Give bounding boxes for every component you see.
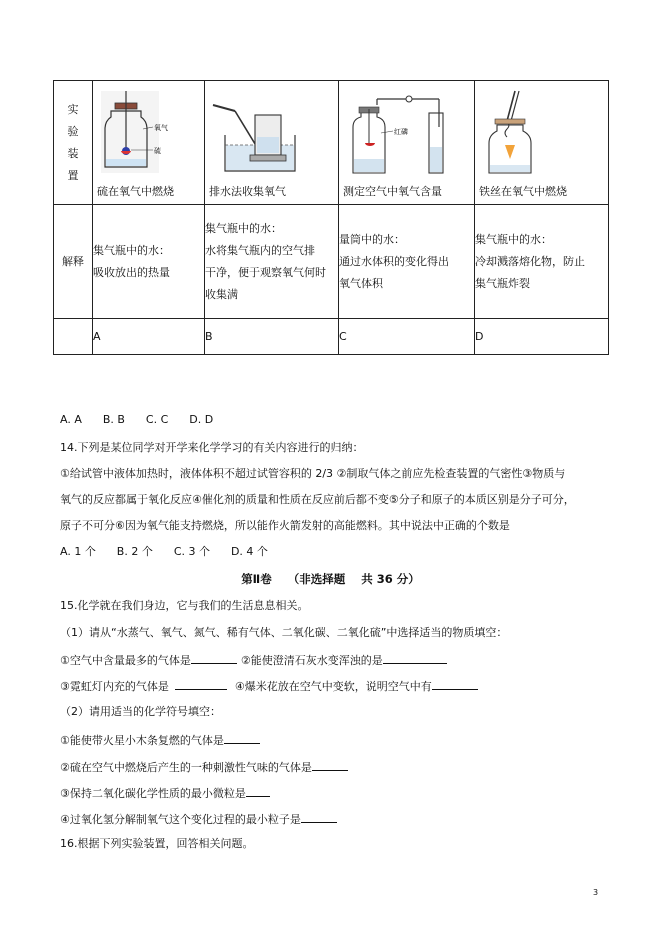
letter-b: B	[205, 319, 339, 355]
answer-blank[interactable]	[301, 811, 337, 823]
q15-part1: （1）请从“水蒸气、氧气、氮气、稀有气体、二氧化碳、二氧化硫”中选择适当的物质填空：	[60, 626, 508, 639]
q15-part2-row3: ③保持二氧化碳化学性质的最小微粒是	[60, 785, 270, 801]
q14-line-1: ①给试管中液体加热时，液体体积不超过试管容积的 2/3 ②制取气体之前应先检查装置的气密性③物质与	[60, 467, 566, 480]
explanation-row	[54, 205, 609, 319]
explanation-a: 集气瓶中的水： 吸收放出的热量	[93, 205, 205, 319]
svg-text:红磷: 红磷	[394, 127, 408, 136]
caption-c: 测定空气中氧气含量	[343, 184, 442, 198]
q15-part1-row1: ①空气中含量最多的气体是 ②能使澄清石灰水变浑浊的是	[60, 652, 447, 668]
caption-a: 硫在氧气中燃烧	[97, 184, 174, 198]
svg-text:氧气: 氧气	[154, 123, 168, 132]
answer-blank[interactable]	[312, 759, 348, 771]
q13-options: A. A B. B C. C D. D	[60, 413, 214, 426]
q14-stem: 14.下列是某位同学对开学来化学学习的有关内容进行的归纳：	[60, 441, 364, 454]
caption-b: 排水法收集氧气	[209, 184, 286, 198]
answer-blank[interactable]	[224, 732, 260, 744]
apparatus-row	[54, 81, 609, 205]
answer-blank[interactable]	[432, 678, 478, 690]
row-label-explanation: 解释	[54, 205, 93, 319]
answer-blank[interactable]	[191, 652, 237, 664]
letter-c: C	[339, 319, 475, 355]
svg-text:硫: 硫	[154, 146, 161, 155]
q16-stem: 16.根据下列实验装置，回答相关问题。	[60, 837, 254, 850]
answer-blank[interactable]	[383, 652, 447, 664]
sulfur-burning-image	[93, 87, 203, 183]
apparatus-cell-d	[475, 81, 609, 205]
oxygen-content-measurement-image	[339, 87, 473, 183]
letter-d: D	[475, 319, 609, 355]
page-number: 3	[593, 888, 599, 897]
answer-blank[interactable]	[246, 785, 270, 797]
q15-part2-row4: ④过氧化氢分解制氧气这个变化过程的最小粒子是	[60, 811, 337, 827]
experiment-table	[53, 80, 609, 355]
letter-row	[54, 319, 609, 355]
q15-part2-row2: ②硫在空气中燃烧后产生的一种刺激性气味的气体是	[60, 759, 348, 775]
explanation-b: 集气瓶中的水： 水将集气瓶内的空气排 干净，便于观察氧气何时 收集满	[205, 205, 339, 319]
water-displacement-image	[205, 87, 337, 183]
letter-a: A	[93, 319, 205, 355]
q15-part2: （2）请用适当的化学符号填空：	[60, 705, 221, 718]
q15-part2-row1: ①能使带火星小木条复燃的气体是	[60, 732, 260, 748]
answer-blank[interactable]	[175, 678, 227, 690]
q14-line-3: 原子不可分⑥因为氧气能支持燃烧，所以能作火箭发射的高能燃料。其中说法中正确的个数是	[60, 519, 510, 532]
q14-line-2: 氧气的反应都属于氧化反应④催化剂的质量和性质在反应前后都不变⑤分子和原子的本质区别是分子可分，	[60, 493, 575, 506]
caption-d: 铁丝在氧气中燃烧	[479, 184, 567, 198]
iron-wire-burning-image	[475, 87, 607, 183]
explanation-c: 量筒中的水： 通过水体积的变化得出 氧气体积	[339, 205, 475, 319]
row-label-apparatus: 实 验 装 置	[54, 81, 93, 205]
apparatus-cell-a	[93, 81, 205, 205]
apparatus-cell-b	[205, 81, 339, 205]
explanation-d: 集气瓶中的水： 冷却溅落熔化物，防止 集气瓶炸裂	[475, 205, 609, 319]
apparatus-cell-c	[339, 81, 475, 205]
q14-options: A. 1 个 B. 2 个 C. 3 个 D. 4 个	[60, 545, 268, 558]
q15-stem: 15.化学就在我们身边，它与我们的生活息息相关。	[60, 599, 309, 612]
q15-part1-row2: ③霓虹灯内充的气体是 ④爆米花放在空气中变软，说明空气中有	[60, 678, 478, 694]
section-2-title: 第Ⅱ卷 （非选择题 共 36 分）	[241, 572, 420, 586]
